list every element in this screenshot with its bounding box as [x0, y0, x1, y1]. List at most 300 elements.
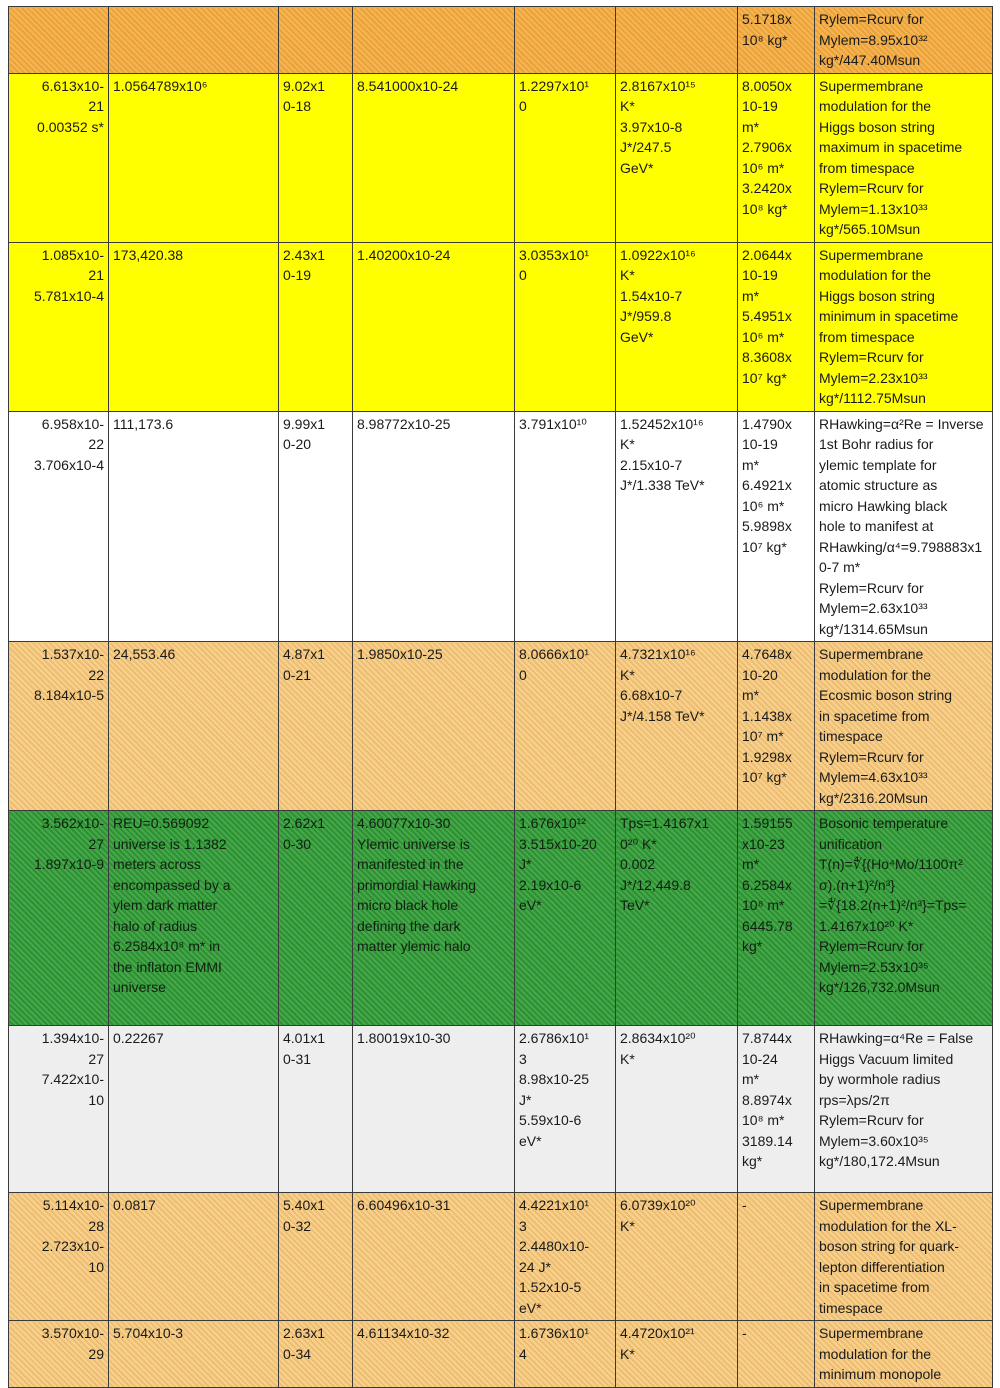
cell-line: 0-34 [283, 1345, 312, 1362]
cell-line: universe [113, 979, 166, 995]
cell-line: timespace [819, 1299, 883, 1316]
cell-line: 111,173.6 [113, 415, 174, 432]
cell-line: 2.7906x [742, 139, 792, 155]
cell-line: meters across [113, 856, 201, 872]
cell-line: 173,420.38 [113, 246, 184, 263]
cell-line: 10⁸ m* [742, 897, 785, 913]
length-cell [279, 811, 353, 1026]
cell-line: Ylemic universe is [357, 835, 470, 852]
cell-line: the inflaton EMMI [113, 958, 222, 975]
cell-line: =∜{18.2(n+1)²/n³}=Tps= [819, 897, 967, 913]
description-cell [815, 1026, 993, 1193]
cell-line: 4.7321x10¹⁶ [620, 646, 696, 662]
cell-line: 3.97x10-8 [620, 118, 683, 135]
cell-line: σ).(n+1)²/n³} [819, 876, 895, 893]
cell-line: 8.0050x [742, 77, 792, 94]
cell-line: 5.704x10-3 [113, 1325, 184, 1341]
energy-cell [515, 411, 616, 642]
cell-line: 8.3608x [742, 349, 792, 365]
cell-line: kg*/2316.20Msun [819, 789, 928, 806]
cell-line: 8.98x10-25 [519, 1071, 590, 1087]
cell-line: J* [519, 856, 532, 872]
cell-line: 8.541000x10-24 [357, 77, 459, 94]
cell-line: 3.570x10- [41, 1325, 104, 1341]
cell-line: 6.68x10-7 [620, 687, 683, 703]
cell-line: 10⁷ kg* [742, 538, 787, 555]
cell-line: 6.2584x10⁸ m* in [113, 938, 221, 954]
cell-line: 1.40200x10-24 [357, 246, 451, 263]
frequency-cell [109, 73, 279, 242]
cell-line: encompassed by a [113, 876, 231, 893]
temperature-cell [616, 7, 738, 74]
cell-line: 0.00352 s* [37, 118, 104, 135]
cell-line: 0-7 m* [819, 559, 861, 575]
table-row [9, 642, 993, 811]
time-cell [9, 73, 109, 242]
cell-line: 6.958x10- [41, 415, 104, 432]
cell-line: Supermembrane [819, 646, 924, 662]
cell-line: 6.2584x [742, 876, 792, 893]
cell-line: 8.98772x10-25 [357, 415, 451, 432]
cell-line: 3 [519, 1050, 527, 1067]
cell-line: 1.1438x [742, 707, 792, 724]
table-row [9, 242, 993, 411]
cell-line: - [742, 1325, 747, 1341]
cell-line: 3.515x10-20 [519, 835, 597, 852]
data-table [8, 6, 993, 1388]
cell-line: eV* [519, 897, 542, 913]
cell-line: Supermembrane [819, 1197, 924, 1213]
cell-line: 0-30 [283, 835, 312, 852]
cell-line: Supermembrane [819, 77, 924, 94]
time-cell [9, 411, 109, 642]
cell-line: 22 [88, 666, 104, 683]
cell-line: modulation for the [819, 98, 932, 114]
radius-cell [738, 1026, 815, 1193]
cell-line: Rylem=Rcurv for [819, 349, 924, 365]
cell-line: 24 J* [519, 1258, 551, 1275]
description-cell [815, 242, 993, 411]
description-cell [815, 811, 993, 1026]
cell-line: 7.8744x [742, 1030, 792, 1046]
mass-cell [353, 242, 515, 411]
cell-line: J*/959.8 [620, 308, 672, 324]
cell-line: 0.0817 [113, 1197, 156, 1213]
cell-line: 0-20 [283, 436, 312, 452]
cell-line: 5.59x10-6 [519, 1112, 582, 1128]
time-cell [9, 811, 109, 1026]
cell-line: 6.60496x10-31 [357, 1197, 451, 1213]
cell-line: ylemic template for [819, 456, 937, 473]
cell-line: 1.085x10- [41, 246, 104, 263]
cell-line: 10⁸ m* [742, 1112, 785, 1128]
cell-line: 10-20 [742, 666, 778, 683]
cell-line: defining the dark [357, 917, 461, 934]
description-cell [815, 7, 993, 74]
cell-line: kg*/447.40Msun [819, 52, 921, 68]
cell-line: modulation for the [819, 666, 932, 683]
cell-line: modulation for the XL- [819, 1217, 957, 1234]
cell-line: kg*/126,732.0Msun [819, 979, 940, 995]
description-cell [815, 411, 993, 642]
table-row [9, 1026, 993, 1193]
energy-cell [515, 1321, 616, 1388]
cell-line: 28 [88, 1217, 104, 1234]
cell-line: 3.2420x [742, 180, 792, 196]
cell-line: 1.2297x10¹ [519, 77, 590, 94]
frequency-cell [109, 642, 279, 811]
cell-line: 2.723x10- [41, 1238, 104, 1254]
cell-line: 0-21 [283, 666, 312, 683]
cell-line: lepton differentiation [819, 1258, 945, 1275]
cell-line: modulation for the [819, 1345, 932, 1362]
cell-line: m* [742, 456, 760, 473]
cell-line: 2.19x10-6 [519, 876, 582, 893]
cell-line: 5.114x10- [42, 1197, 104, 1213]
temperature-cell [616, 1321, 738, 1388]
cell-line: x10-23 [742, 835, 785, 852]
cell-line: 4 [519, 1345, 527, 1362]
cell-line: 2.63x1 [283, 1325, 326, 1341]
cell-line: 10 [88, 1091, 104, 1108]
table-row [9, 811, 993, 1026]
cell-line: RHawking=α²Re = Inverse [819, 415, 984, 432]
cell-line: 3189.14 [742, 1132, 793, 1149]
cell-line: in spacetime from [819, 1279, 930, 1295]
time-cell [9, 7, 109, 74]
cell-line: 1.80019x10-30 [357, 1030, 451, 1046]
cell-line: 0-18 [283, 98, 312, 114]
cell-line: 6.4921x [742, 477, 792, 493]
time-cell [9, 1321, 109, 1388]
cell-line: 10⁶ m* [742, 159, 785, 176]
length-cell [279, 7, 353, 74]
cell-line: J*/247.5 [620, 139, 672, 155]
cell-line: K* [620, 98, 635, 114]
radius-cell [738, 411, 815, 642]
time-cell [9, 1193, 109, 1321]
cell-line: 5.40x1 [283, 1197, 326, 1213]
cell-line: 1.52x10-5 [519, 1279, 582, 1295]
cell-line: 1.9850x10-25 [357, 646, 443, 662]
cell-line: 2.43x1 [283, 246, 326, 263]
cell-line: Mylem=4.63x10³³ [819, 769, 928, 785]
cell-line: Higgs boson string [819, 287, 935, 304]
cell-line: kg*/1112.75Msun [819, 390, 926, 406]
cell-line: 0 [519, 666, 527, 683]
cell-line: 0²⁰ K* [620, 835, 657, 852]
cell-line: kg*/180,172.4Msun [819, 1153, 940, 1169]
cell-line: 6.613x10- [41, 77, 104, 94]
table-row [9, 7, 993, 74]
radius-cell [738, 1321, 815, 1388]
cell-line: K* [620, 267, 635, 283]
cell-line: boson string for quark- [819, 1238, 960, 1254]
cell-line: 4.60077x10-30 [357, 815, 451, 831]
mass-cell [353, 73, 515, 242]
cell-line: 24,553.46 [113, 646, 176, 662]
temperature-cell [616, 1026, 738, 1193]
cell-line: Rylem=Rcurv for [819, 11, 924, 27]
cell-line: unification [819, 835, 883, 852]
cell-line: primordial Hawking [357, 876, 477, 893]
cell-line: GeV* [620, 328, 654, 345]
cell-line: 0.22267 [113, 1030, 164, 1046]
cell-line: timespace [819, 728, 883, 744]
cell-line: universe is 1.1382 [113, 835, 227, 852]
cell-line: 3.706x10-4 [33, 456, 104, 473]
mass-cell [353, 1193, 515, 1321]
cell-line: TeV* [620, 897, 650, 913]
cell-line: K* [620, 1345, 635, 1362]
frequency-cell [109, 1321, 279, 1388]
cell-line: 9.99x1 [283, 415, 326, 432]
energy-cell [515, 7, 616, 74]
cell-line: 4.7648x [742, 646, 792, 662]
mass-cell [353, 811, 515, 1026]
cell-line: 22 [88, 436, 104, 452]
cell-line: 29 [88, 1345, 104, 1362]
cell-line: rps=λps/2π [819, 1091, 890, 1108]
length-cell [279, 411, 353, 642]
cell-line: Mylem=3.60x10³⁵ [819, 1132, 929, 1149]
cell-line: halo of radius [113, 917, 198, 934]
cell-line: 2.8167x10¹⁵ [620, 77, 696, 94]
cell-line: 10⁸ kg* [742, 200, 788, 217]
cell-line: eV* [519, 1299, 542, 1316]
length-cell [279, 1026, 353, 1193]
cell-line: 1.537x10- [41, 646, 104, 662]
cell-line: J*/1.338 TeV* [620, 477, 705, 493]
temperature-cell [616, 1193, 738, 1321]
cell-line: 1.394x10- [41, 1030, 104, 1046]
mass-cell [353, 411, 515, 642]
table-row [9, 1321, 993, 1388]
cell-line: 4.01x1 [283, 1030, 326, 1046]
cell-line: Tps=1.4167x1 [620, 815, 710, 831]
energy-cell [515, 811, 616, 1026]
cell-line: 1.0564789x10⁶ [113, 77, 208, 94]
cell-line: 1.54x10-7 [620, 287, 683, 304]
cell-line: m* [742, 687, 760, 703]
energy-cell [515, 73, 616, 242]
cell-line: 27 [88, 1050, 104, 1067]
cell-line: 8.8974x [742, 1091, 792, 1108]
frequency-cell [109, 1026, 279, 1193]
mass-cell [353, 642, 515, 811]
cell-line: Rylem=Rcurv for [819, 180, 924, 196]
table-row [9, 73, 993, 242]
cell-line: 4.87x1 [283, 646, 326, 662]
length-cell [279, 73, 353, 242]
cell-line: 3.791x10¹⁰ [519, 415, 587, 432]
cell-line: 8.184x10-5 [33, 687, 104, 703]
cell-line: 2.6786x10¹ [519, 1030, 590, 1046]
cell-line: minimum monopole [819, 1366, 942, 1382]
cell-line: Mylem=1.13x10³³ [819, 200, 928, 217]
cell-line: - [742, 1197, 747, 1213]
energy-cell [515, 1193, 616, 1321]
cell-line: matter ylemic halo [357, 938, 471, 954]
cell-line: 21 [88, 98, 104, 114]
temperature-cell [616, 411, 738, 642]
cell-line: modulation for the [819, 267, 932, 283]
cell-line: Mylem=2.23x10³³ [819, 369, 928, 386]
cell-line: 1.6736x10¹ [519, 1325, 590, 1341]
cell-line: Higgs Vacuum limited [819, 1050, 954, 1067]
temperature-cell [616, 811, 738, 1026]
cell-line: 10⁶ m* [742, 497, 785, 514]
radius-cell [738, 811, 815, 1026]
cell-line: 2.8634x10²⁰ [620, 1030, 696, 1046]
length-cell [279, 642, 353, 811]
time-cell [9, 1026, 109, 1193]
cell-line: Mylem=2.63x10³³ [819, 600, 928, 616]
cell-line: 0-32 [283, 1217, 312, 1234]
cell-line: from timespace [819, 328, 915, 345]
cell-line: Bosonic temperature [819, 815, 949, 831]
frequency-cell [109, 411, 279, 642]
cell-line: 10⁷ m* [742, 728, 784, 744]
cell-line: 10-19 [742, 267, 778, 283]
cell-line: Rylem=Rcurv for [819, 748, 924, 765]
temperature-cell [616, 242, 738, 411]
table-row [9, 1193, 993, 1321]
document-page [8, 6, 992, 1388]
cell-line: 2.15x10-7 [620, 456, 683, 473]
cell-line: 0-19 [283, 267, 312, 283]
cell-line: 10-19 [742, 98, 778, 114]
cell-line: 27 [88, 835, 104, 852]
cell-line: 5.1718x [742, 11, 792, 27]
cell-line: 1.4167x10²⁰ K* [819, 917, 914, 934]
cell-line: K* [620, 666, 635, 683]
cell-line: T(n)=∜{(Ho⁴Mo/1100π² [819, 856, 963, 872]
cell-line: m* [742, 1071, 760, 1087]
cell-line: kg* [742, 1153, 763, 1169]
energy-cell [515, 1026, 616, 1193]
radius-cell [738, 242, 815, 411]
mass-cell [353, 1321, 515, 1388]
cell-line: 10⁷ kg* [742, 369, 787, 386]
cell-line: minimum in spacetime [819, 308, 959, 324]
cell-line: 2.4480x10- [519, 1238, 590, 1254]
cell-line: ylem dark matter [113, 897, 218, 913]
cell-line: m* [742, 856, 760, 872]
description-cell [815, 1321, 993, 1388]
cell-line: 1.52452x10¹⁶ [620, 415, 704, 432]
cell-line: 4.4720x10²¹ [620, 1325, 695, 1341]
cell-line: 0-31 [283, 1050, 312, 1067]
cell-line: 3 [519, 1217, 527, 1234]
cell-line: Higgs boson string [819, 118, 935, 135]
cell-line: 21 [88, 267, 104, 283]
cell-line: kg* [742, 938, 763, 954]
description-cell [815, 642, 993, 811]
cell-line: 3.0353x10¹ [519, 246, 590, 263]
cell-line: 4.4221x10¹ [519, 1197, 590, 1213]
cell-line: manifested in the [357, 856, 464, 872]
cell-line: 1.897x10-9 [33, 856, 104, 872]
cell-line: micro Hawking black [819, 497, 948, 514]
cell-line: eV* [519, 1132, 542, 1149]
cell-line: RHawking/α⁴=9.798883x1 [819, 538, 983, 555]
cell-line: 6.0739x10²⁰ [620, 1197, 696, 1213]
cell-line: RHawking=α⁴Re = False [819, 1030, 974, 1046]
cell-line: J* [519, 1091, 532, 1108]
radius-cell [738, 73, 815, 242]
frequency-cell [109, 7, 279, 74]
length-cell [279, 1321, 353, 1388]
cell-line: Mylem=8.95x10³² [819, 31, 928, 48]
cell-line: J*/12,449.8 [620, 876, 691, 893]
cell-line: 5.781x10-4 [33, 287, 104, 304]
cell-line: Mylem=2.53x10³⁵ [819, 958, 929, 975]
cell-line: 1.0922x10¹⁶ [620, 246, 696, 263]
description-cell [815, 1193, 993, 1321]
cell-line: Supermembrane [819, 1325, 924, 1341]
temperature-cell [616, 73, 738, 242]
cell-line: 5.4951x [742, 308, 792, 324]
cell-line: 1.4790x [742, 415, 792, 432]
energy-cell [515, 642, 616, 811]
cell-line: 1.9298x [742, 748, 792, 765]
table-row [9, 411, 993, 642]
cell-line: Ecosmic boson string [819, 687, 953, 703]
cell-line: 10⁸ kg* [742, 31, 788, 48]
time-cell [9, 242, 109, 411]
cell-line: 9.02x1 [283, 77, 326, 94]
mass-cell [353, 1026, 515, 1193]
cell-line: 4.61134x10-32 [357, 1325, 450, 1341]
cell-line: K* [620, 1050, 635, 1067]
cell-line: Supermembrane [819, 246, 924, 263]
radius-cell [738, 7, 815, 74]
cell-line: 0 [519, 267, 527, 283]
cell-line: 10-24 [742, 1050, 778, 1067]
length-cell [279, 242, 353, 411]
radius-cell [738, 642, 815, 811]
cell-line: 8.0666x10¹ [519, 646, 590, 662]
cell-line: 1.676x10¹² [519, 815, 586, 831]
frequency-cell [109, 811, 279, 1026]
cell-line: J*/4.158 TeV* [620, 707, 705, 724]
description-cell [815, 73, 993, 242]
mass-cell [353, 7, 515, 74]
frequency-cell [109, 1193, 279, 1321]
cell-line: 2.62x1 [283, 815, 326, 831]
cell-line: 1st Bohr radius for [819, 436, 934, 452]
cell-line: by wormhole radius [819, 1071, 941, 1087]
cell-line: Rylem=Rcurv for [819, 938, 924, 954]
cell-line: 10 [88, 1258, 104, 1275]
cell-line: m* [742, 118, 760, 135]
cell-line: kg*/1314.65Msun [819, 620, 928, 637]
cell-line: atomic structure as [819, 477, 938, 493]
temperature-cell [616, 642, 738, 811]
cell-line: micro black hole [357, 897, 459, 913]
cell-line: 2.0644x [742, 246, 792, 263]
cell-line: from timespace [819, 159, 915, 176]
cell-line: 10⁷ kg* [742, 769, 787, 785]
cell-line: in spacetime from [819, 707, 930, 724]
cell-line: 7.422x10- [41, 1071, 104, 1087]
cell-line: 3.562x10- [41, 815, 104, 831]
cell-line: K* [620, 436, 635, 452]
cell-line: 5.9898x [742, 518, 792, 534]
cell-line: maximum in spacetime [819, 139, 963, 155]
time-cell [9, 642, 109, 811]
